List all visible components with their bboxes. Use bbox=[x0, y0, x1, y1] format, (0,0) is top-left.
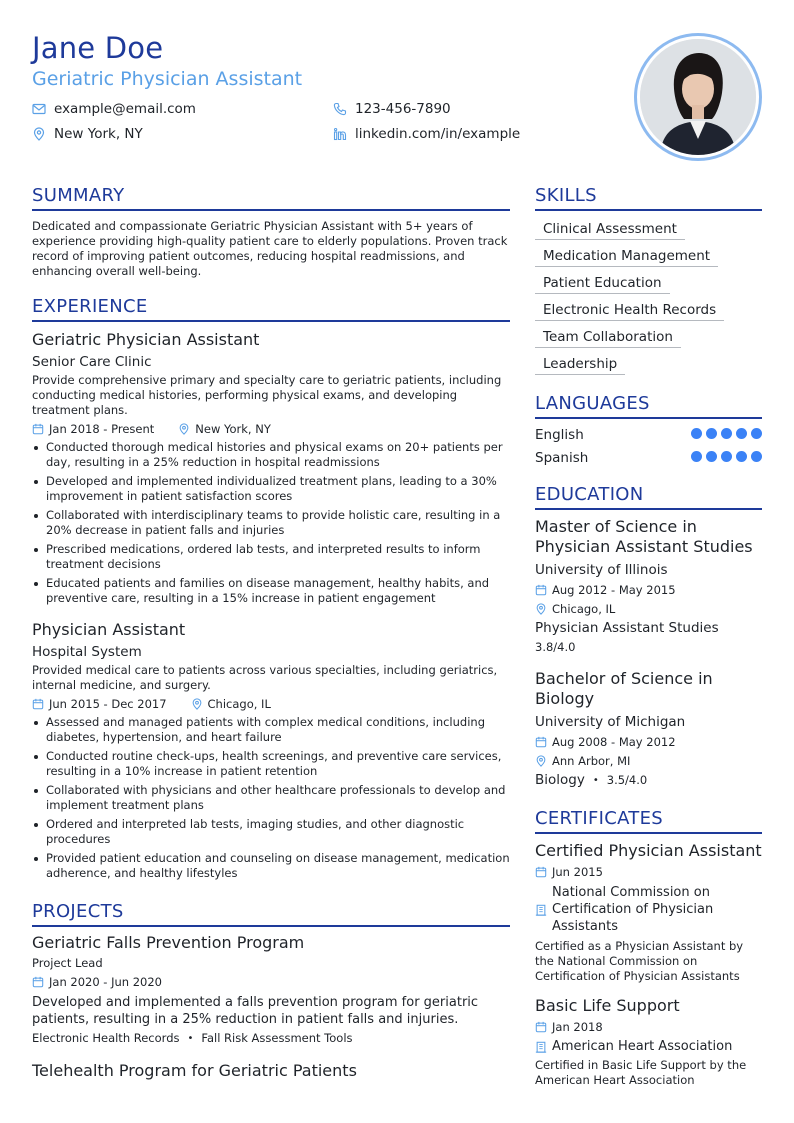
job-dates: Jan 2018 - Present bbox=[49, 422, 155, 436]
candidate-title: Geriatric Physician Assistant bbox=[32, 68, 303, 90]
linkedin-text: linkedin.com/in/example bbox=[355, 126, 521, 142]
email-icon bbox=[32, 102, 46, 116]
language-name: Spanish bbox=[535, 450, 589, 466]
language-row bbox=[535, 427, 762, 443]
education-field: Physician Assistant Studies bbox=[535, 620, 719, 636]
education-entry bbox=[535, 517, 762, 655]
job-location: Chicago, IL bbox=[207, 697, 271, 711]
calendar-icon bbox=[535, 736, 547, 748]
job-bullet: Developed and implemented individualized treatment plans, leading to a 30% improvement in patient satisfaction scores bbox=[32, 474, 510, 504]
project-description: Developed and implemented a falls prevention program for geriatric patients, resulting in a 25% reduction in patient falls and injuries. bbox=[32, 995, 479, 1027]
certificate-issuer: American Heart Association bbox=[552, 1039, 733, 1054]
location-text: New York, NY bbox=[54, 126, 143, 142]
language-level-dot bbox=[721, 451, 732, 462]
location-pin-icon bbox=[178, 423, 190, 435]
project-title: Geriatric Falls Prevention Program bbox=[32, 933, 305, 952]
certificate-description: Certified in Basic Life Support by the American Heart Association bbox=[535, 1058, 747, 1087]
education-location: Ann Arbor, MI bbox=[552, 754, 631, 768]
education-gpa: 3.5/4.0 bbox=[606, 772, 648, 787]
language-level-dots bbox=[687, 450, 762, 466]
linkedin-icon bbox=[333, 127, 347, 141]
certificate-description: Certified as a Physician Assistant by the National Commission on Certification of Physician Assistants bbox=[535, 939, 744, 983]
job-entry bbox=[32, 620, 510, 881]
school-name: University of Illinois bbox=[535, 562, 668, 578]
job-dates: Jun 2015 - Dec 2017 bbox=[49, 697, 167, 711]
education-dates: Aug 2008 - May 2012 bbox=[552, 735, 676, 749]
job-bullet: Provided patient education and counseling on disease management, medication adherence, and healthy lifestyles bbox=[32, 851, 510, 881]
location-contact bbox=[32, 126, 143, 142]
language-level-dot bbox=[736, 451, 747, 462]
job-bullet: Assessed and managed patients with complex medical conditions, including diabetes, hypertension, and heart failure bbox=[32, 715, 510, 745]
language-level-dot bbox=[736, 428, 747, 439]
job-company: Senior Care Clinic bbox=[32, 354, 152, 370]
languages-heading: LANGUAGES bbox=[535, 393, 762, 419]
education-dates: Aug 2012 - May 2015 bbox=[552, 583, 676, 597]
building-icon bbox=[535, 904, 547, 916]
school-name: University of Michigan bbox=[535, 714, 686, 730]
calendar-icon bbox=[535, 866, 547, 878]
degree-title: Bachelor of Science in Biology bbox=[535, 669, 713, 708]
candidate-name: Jane Doe bbox=[32, 31, 164, 65]
phone-text: 123-456-7890 bbox=[355, 101, 451, 117]
skills-heading: SKILLS bbox=[535, 185, 762, 211]
education-gpa: 3.8/4.0 bbox=[535, 640, 576, 654]
location-pin-icon bbox=[535, 755, 547, 767]
experience-heading: EXPERIENCE bbox=[32, 296, 510, 322]
calendar-icon bbox=[32, 698, 44, 710]
linkedin-contact[interactable] bbox=[333, 126, 520, 142]
education-entry bbox=[535, 669, 762, 788]
skill-tag: Team Collaboration bbox=[535, 329, 681, 348]
summary-text: Dedicated and compassionate Geriatric Physician Assistant with 5+ years of experience providing high-quality patient care to elderly populations. Proven track record of improving patient outcomes, reducing hospital readmissions, and enhancing overall well-being. bbox=[32, 219, 508, 278]
language-level-dot bbox=[751, 451, 762, 462]
project-entry bbox=[32, 933, 510, 1045]
language-name: English bbox=[535, 427, 584, 443]
language-row bbox=[535, 450, 762, 466]
degree-title: Master of Science in Physician Assistant Studies bbox=[535, 517, 753, 556]
education-field: Biology bbox=[535, 772, 585, 788]
phone-icon bbox=[333, 102, 347, 116]
calendar-icon bbox=[32, 423, 44, 435]
projects-heading: PROJECTS bbox=[32, 901, 510, 927]
certificate-date: Jun 2015 bbox=[552, 865, 603, 879]
summary-heading: SUMMARY bbox=[32, 185, 510, 211]
project-title: Telehealth Program for Geriatric Patients bbox=[32, 1061, 357, 1080]
certificate-entry bbox=[535, 841, 762, 984]
certificate-title: Basic Life Support bbox=[535, 996, 680, 1015]
job-company: Hospital System bbox=[32, 644, 142, 660]
project-dates: Jan 2020 - Jun 2020 bbox=[49, 975, 163, 989]
job-bullet: Educated patients and families on disease management, healthy habits, and preventive care, resulting in a 15% increase in patient engagement bbox=[32, 576, 510, 606]
language-level-dot bbox=[706, 428, 717, 439]
project-role: Project Lead bbox=[32, 956, 103, 970]
skill-tag: Medication Management bbox=[535, 248, 718, 267]
email-text: example@email.com bbox=[54, 101, 196, 117]
job-location: New York, NY bbox=[195, 422, 271, 436]
calendar-icon bbox=[32, 976, 44, 988]
job-bullet: Prescribed medications, ordered lab tests, and interpreted results to inform treatment decisions bbox=[32, 542, 510, 572]
profile-portrait-icon bbox=[640, 39, 756, 155]
building-icon bbox=[535, 1041, 547, 1053]
job-title: Geriatric Physician Assistant bbox=[32, 330, 260, 349]
skill-tag: Electronic Health Records bbox=[535, 302, 724, 321]
education-location: Chicago, IL bbox=[552, 602, 616, 616]
education-heading: EDUCATION bbox=[535, 484, 762, 510]
job-description: Provided medical care to patients across various specialties, including geriatrics, internal medicine, and surgery. bbox=[32, 663, 498, 692]
skill-tag: Leadership bbox=[535, 356, 625, 375]
job-bullet: Collaborated with interdisciplinary teams to provide holistic care, resulting in a 20% decrease in patient falls and injuries bbox=[32, 508, 510, 538]
location-pin-icon bbox=[32, 127, 46, 141]
tag-separator-icon: • bbox=[187, 1032, 194, 1044]
certificate-entry bbox=[535, 996, 762, 1088]
phone-contact[interactable] bbox=[333, 101, 451, 117]
language-level-dots bbox=[687, 427, 762, 443]
calendar-icon bbox=[535, 584, 547, 596]
job-description: Provide comprehensive primary and specialty care to geriatric patients, including conducting medical histories, performing physical exams, and developing treatment plans. bbox=[32, 373, 502, 417]
calendar-icon bbox=[535, 1021, 547, 1033]
job-title: Physician Assistant bbox=[32, 620, 186, 639]
certificate-title: Certified Physician Assistant bbox=[535, 841, 762, 860]
location-pin-icon bbox=[535, 603, 547, 615]
profile-photo bbox=[634, 33, 762, 161]
location-pin-icon bbox=[191, 698, 203, 710]
project-tag: Electronic Health Records bbox=[32, 1031, 180, 1045]
project-tag: Fall Risk Assessment Tools bbox=[201, 1031, 353, 1045]
job-bullet: Ordered and interpreted lab tests, imaging studies, and other diagnostic procedures bbox=[32, 817, 510, 847]
language-level-dot bbox=[691, 451, 702, 462]
field-separator-icon: • bbox=[592, 774, 599, 786]
job-bullet: Conducted routine check-ups, health screenings, and preventive care services, resulting in a 10% increase in patient retention bbox=[32, 749, 510, 779]
language-level-dot bbox=[751, 428, 762, 439]
job-bullet: Collaborated with physicians and other healthcare professionals to develop and implement treatment plans bbox=[32, 783, 510, 813]
certificate-issuer: National Commission on Certification of Physician Assistants bbox=[552, 885, 714, 934]
language-level-dot bbox=[706, 451, 717, 462]
certificates-heading: CERTIFICATES bbox=[535, 808, 762, 834]
language-level-dot bbox=[721, 428, 732, 439]
certificate-date: Jan 2018 bbox=[552, 1020, 603, 1034]
job-bullet: Conducted thorough medical histories and physical exams on 20+ patients per day, resulting in a 25% reduction in hospital readmissions bbox=[32, 440, 510, 470]
email-contact[interactable] bbox=[32, 101, 196, 117]
skill-tag: Patient Education bbox=[535, 275, 670, 294]
skill-tag: Clinical Assessment bbox=[535, 221, 685, 240]
language-level-dot bbox=[691, 428, 702, 439]
job-entry bbox=[32, 330, 510, 606]
